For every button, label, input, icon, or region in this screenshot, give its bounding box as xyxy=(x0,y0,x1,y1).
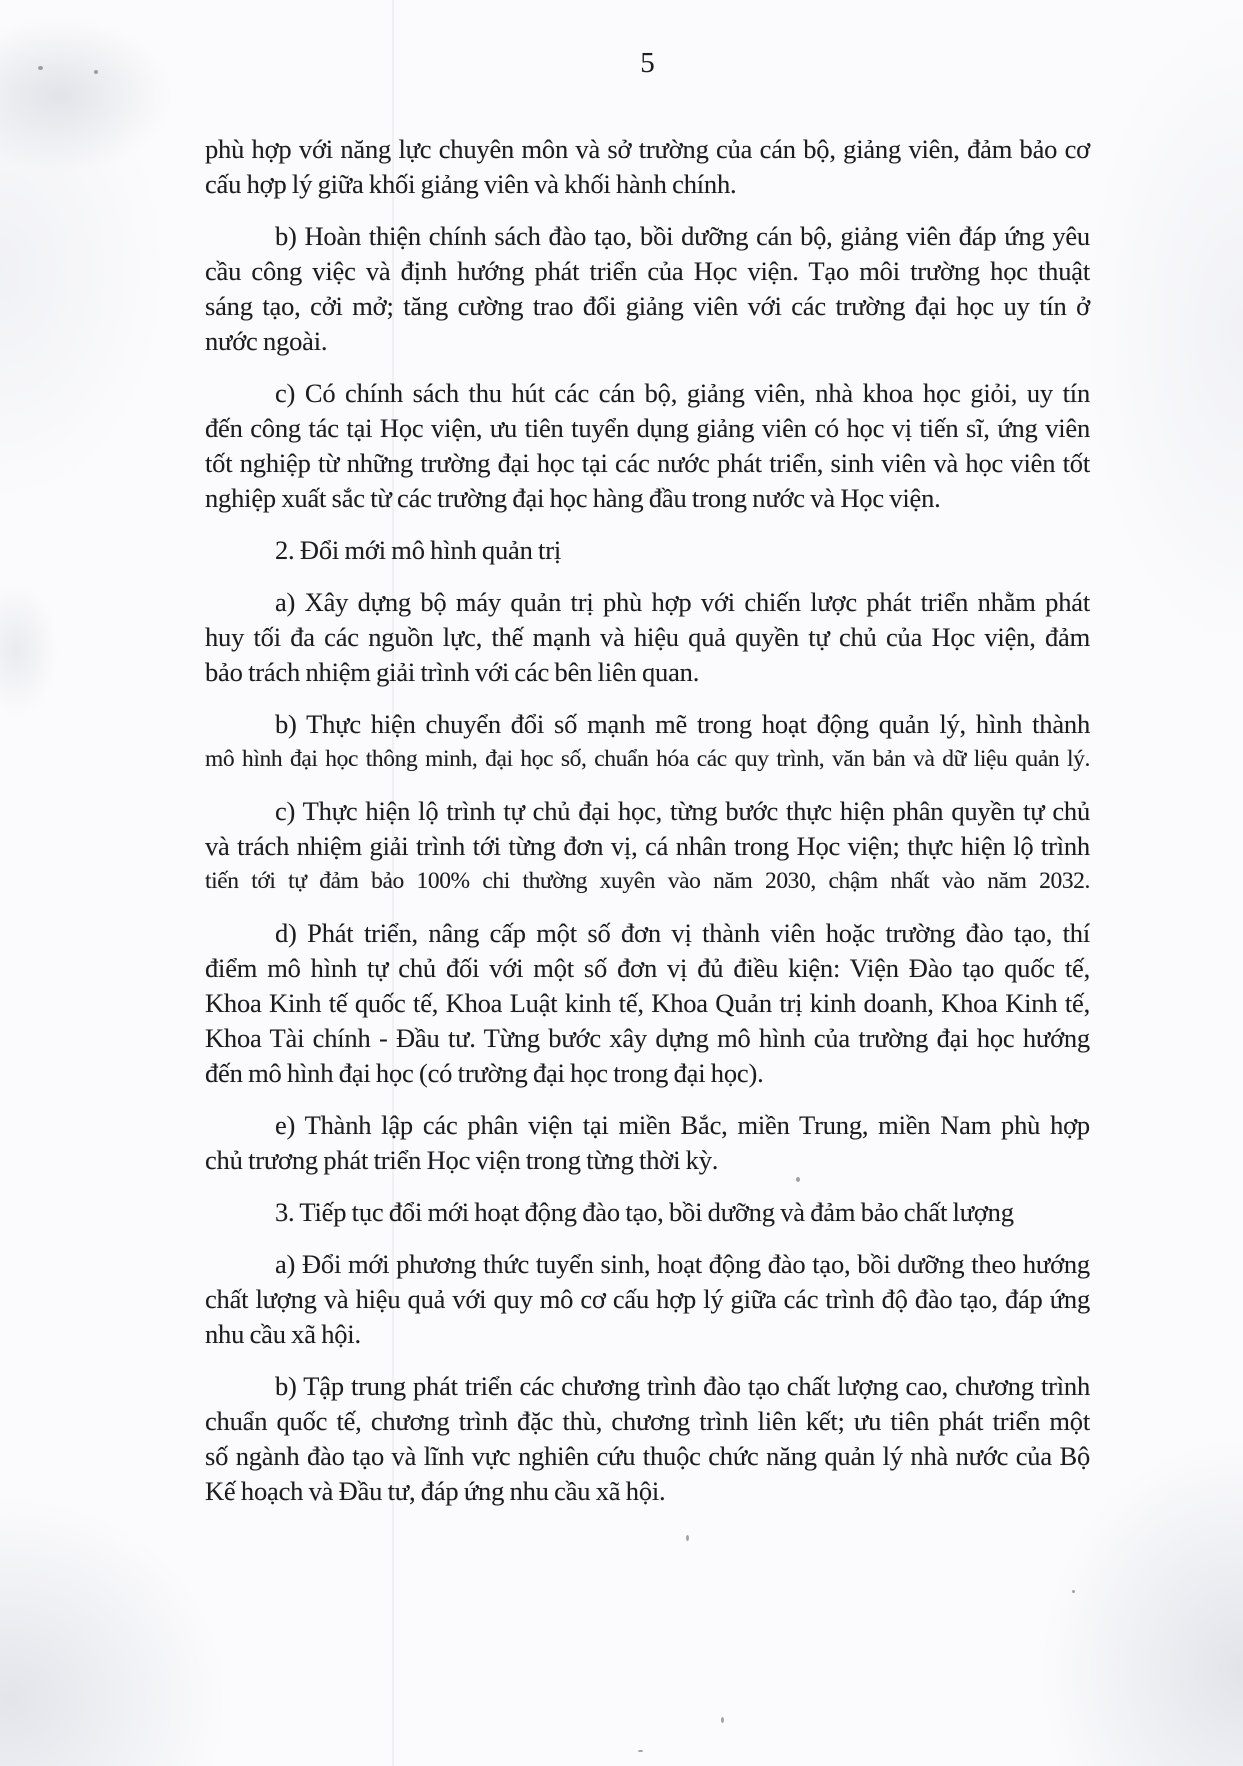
text-line: e) Thành lập các phân viện tại miền Bắc, miền Trung, miền Nam phù hợp xyxy=(275,1110,1090,1140)
scan-speck xyxy=(686,1535,689,1541)
text-line: nghiệp xuất sắc từ các trường đại học hàng đầu trong nước và Học viện. xyxy=(205,483,941,513)
text-line: d) Phát triển, nâng cấp một số đơn vị thành viên hoặc trường đào tạo, thí xyxy=(275,918,1090,948)
text-line: tiến tới tự đảm bảo 100% chi thường xuyên vào năm 2030, chậm nhất vào năm 2032. xyxy=(205,868,1090,894)
text-line: và trách nhiệm giải trình tới từng đơn vị, cá nhân trong Học viện; thực hiện lộ trình xyxy=(205,831,1090,861)
paragraph xyxy=(205,585,1090,690)
scan-speck xyxy=(796,1177,800,1182)
scan-speck xyxy=(721,1717,724,1723)
text-line: a) Đổi mới phương thức tuyển sinh, hoạt động đào tạo, bồi dưỡng theo hướng xyxy=(275,1249,1090,1279)
paragraph xyxy=(205,219,1090,359)
text-line: đến công tác tại Học viện, ưu tiên tuyển dụng giảng viên có học vị tiến sĩ, ứng viên xyxy=(205,413,1090,443)
text-line: c) Có chính sách thu hút các cán bộ, giảng viên, nhà khoa học giỏi, uy tín xyxy=(275,378,1090,408)
text-line: số ngành đào tạo và lĩnh vực nghiên cứu thuộc chức năng quản lý nhà nước của Bộ xyxy=(205,1441,1090,1471)
text-line: Khoa Kinh tế quốc tế, Khoa Luật kinh tế, Khoa Quản trị kinh doanh, Khoa Kinh tế, xyxy=(205,988,1090,1018)
text-line: chất lượng và hiệu quả với quy mô cơ cấu hợp lý giữa các trình độ đào tạo, đáp ứng xyxy=(205,1284,1090,1314)
scan-speck xyxy=(638,1750,643,1752)
text-line: b) Tập trung phát triển các chương trình đào tạo chất lượng cao, chương trình xyxy=(275,1371,1090,1401)
text-line: nước ngoài. xyxy=(205,326,328,356)
text-line: Kế hoạch và Đầu tư, đáp ứng nhu cầu xã hội. xyxy=(205,1476,666,1506)
text-line: 3. Tiếp tục đổi mới hoạt động đào tạo, bồi dưỡng và đảm bảo chất lượng xyxy=(275,1197,1014,1227)
text-line: sáng tạo, cởi mở; tăng cường trao đổi giảng viên với các trường đại học uy tín ở xyxy=(205,291,1090,321)
paragraph xyxy=(205,1369,1090,1509)
text-line: b) Hoàn thiện chính sách đào tạo, bồi dưỡng cán bộ, giảng viên đáp ứng yêu xyxy=(275,221,1090,251)
text-line: tốt nghiệp từ những trường đại học tại các nước phát triển, sinh viên và học viên tốt xyxy=(205,448,1090,478)
text-line: phù hợp với năng lực chuyên môn và sở trường của cán bộ, giảng viên, đảm bảo cơ xyxy=(205,134,1090,164)
paragraph xyxy=(205,707,1090,777)
scan-speck xyxy=(1072,1590,1075,1593)
section-heading xyxy=(205,1195,1090,1230)
text-line: Khoa Tài chính - Đầu tư. Từng bước xây dựng mô hình của trường đại học hướng xyxy=(205,1023,1090,1053)
text-line: chủ trương phát triển Học viện trong từng thời kỳ. xyxy=(205,1145,719,1175)
text-line: chuẩn quốc tế, chương trình đặc thù, chương trình liên kết; ưu tiên phát triển một xyxy=(205,1406,1090,1436)
paragraph xyxy=(205,376,1090,516)
paragraph xyxy=(205,916,1090,1091)
paragraph xyxy=(205,132,1090,202)
text-line: 2. Đổi mới mô hình quản trị xyxy=(275,535,562,565)
paragraph xyxy=(205,794,1090,899)
section-heading xyxy=(205,533,1090,568)
document-body xyxy=(205,132,1090,1526)
text-line: b) Thực hiện chuyển đổi số mạnh mẽ trong hoạt động quản lý, hình thành xyxy=(275,709,1090,739)
text-line: huy tối đa các nguồn lực, thế mạnh và hiệu quả quyền tự chủ của Học viện, đảm xyxy=(205,622,1090,652)
paragraph xyxy=(205,1108,1090,1178)
text-line: mô hình đại học thông minh, đại học số, chuẩn hóa các quy trình, văn bản và dữ liệu quản lý. xyxy=(205,746,1090,772)
text-line: a) Xây dựng bộ máy quản trị phù hợp với chiến lược phát triển nhằm phát xyxy=(275,587,1090,617)
paragraph xyxy=(205,1247,1090,1352)
text-line: bảo trách nhiệm giải trình với các bên liên quan. xyxy=(205,657,700,687)
text-line: cấu hợp lý giữa khối giảng viên và khối hành chính. xyxy=(205,169,737,199)
text-line: nhu cầu xã hội. xyxy=(205,1319,361,1349)
text-line: c) Thực hiện lộ trình tự chủ đại học, từng bước thực hiện phân quyền tự chủ xyxy=(275,796,1090,826)
scan-speck xyxy=(38,66,43,70)
text-line: đến mô hình đại học (có trường đại học trong đại học). xyxy=(205,1058,764,1088)
text-line: cầu công việc và định hướng phát triển của Học viện. Tạo môi trường học thuật xyxy=(205,256,1090,286)
text-line: điểm mô hình tự chủ đối với một số đơn vị đủ điều kiện: Viện Đào tạo quốc tế, xyxy=(205,953,1090,983)
page-number: 5 xyxy=(640,47,655,79)
scan-speck xyxy=(94,70,98,74)
